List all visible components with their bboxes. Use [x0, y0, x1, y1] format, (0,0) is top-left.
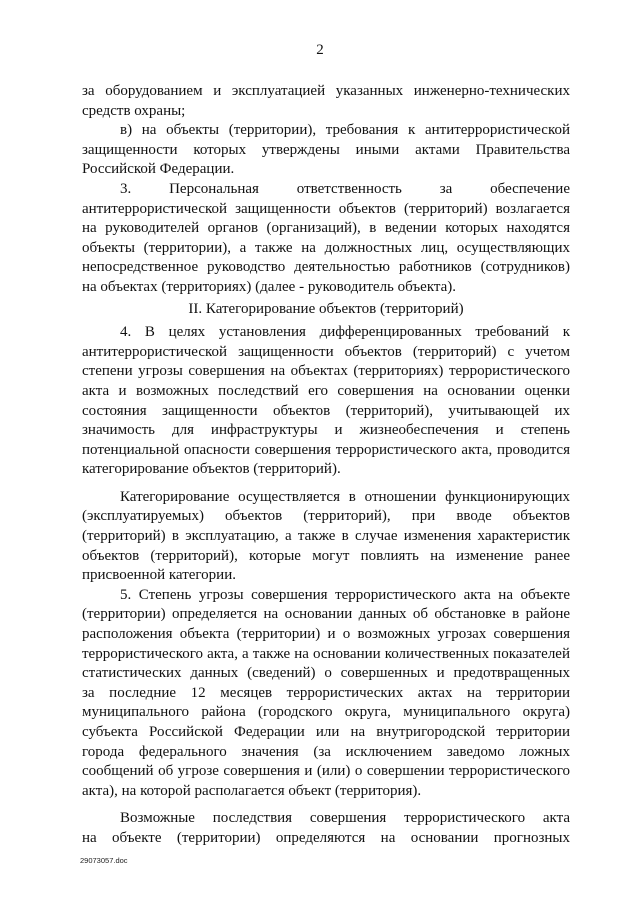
text-line: террористического акта, а также на основании количественных показателей	[82, 645, 570, 662]
section-heading: II. Категорирование объектов (территорий)	[188, 300, 464, 317]
text-line: категорирование объектов (территорий).	[82, 461, 341, 478]
text-line: антитеррористической защищенности объектов (территорий) возлагается	[82, 200, 570, 217]
text-line: значимость для инфраструктуры и жизнеобеспечения и степень	[82, 422, 570, 439]
text-line: на объекте (территории) определяются на основании прогнозных	[82, 829, 570, 846]
text-line: в) на объекты (территории), требования к антитеррористической	[120, 122, 570, 139]
text-line: Категорирование осуществляется в отношении функционирующих	[120, 488, 570, 505]
text-line: на объектах (территориях) (далее - руководитель объекта).	[82, 278, 457, 295]
text-line: присвоенной категории.	[82, 567, 236, 584]
text-line: антитеррористической защищенности объектов (территорий) с учетом	[82, 343, 570, 360]
text-line: Российской Федерации.	[82, 161, 235, 178]
text-line: (территории) определяется на основании данных об обстановке в районе	[82, 606, 570, 623]
text-line: муниципального района (городского округа, муниципального округа)	[82, 704, 570, 721]
text-line: степени угрозы совершения на объектах (территориях) террористического	[82, 363, 570, 380]
footer-file-code: 29073057.doc	[80, 856, 128, 865]
text-line: за последние 12 месяцев террористических актах на территории	[82, 684, 570, 701]
document-body	[82, 82, 570, 849]
text-line: потенциальной опасности совершения террористического акта, проводится	[82, 441, 570, 458]
text-line: акта и возможных последствий его совершения на основании оценки	[82, 382, 570, 399]
text-line: объектов (территорий), которые могут повлиять на изменение ранее	[82, 547, 570, 564]
text-line: субъекта Российской Федерации или на внутригородской территории	[82, 724, 570, 740]
text-line: средств охраны;	[82, 102, 186, 119]
text-line: 4. В целях установления дифференцированных требований к	[120, 324, 570, 341]
text-line: 5. Степень угрозы совершения террористического акта на объекте	[120, 586, 570, 603]
text-line: непосредственное руководство деятельностью работников (сотрудников)	[82, 259, 570, 276]
text-line: защищенности которых утверждены иными актами Правительства	[82, 141, 570, 158]
page-number: 2	[316, 42, 324, 58]
text-line: Возможные последствия совершения террористического акта	[120, 810, 570, 827]
text-line: сообщений об угрозе совершения и (или) о совершении террористического	[82, 763, 570, 780]
text-line: статистических данных (сведений) о совершенных и предотвращенных	[82, 665, 570, 682]
text-line: (эксплуатируемых) объектов (территорий), при вводе объектов	[82, 508, 570, 525]
text-line: объекты (территории), а также на должностных лиц, осуществляющих	[82, 239, 570, 256]
text-line: состояния защищенности объектов (территорий), учитывающей их	[82, 402, 570, 419]
text-line: на руководителей органов (организаций), в ведении которых находятся	[82, 220, 570, 237]
text-line: 3. Персональная ответственность за обеспечение	[120, 180, 570, 197]
text-line: расположения объекта (территории) и о возможных угрозах совершения	[82, 626, 570, 643]
text-line: города федерального значения (за исключением заведомо ложных	[82, 743, 570, 760]
text-line: акта), на которой располагается объект (территория).	[82, 782, 422, 799]
text-line: за оборудованием и эксплуатацией указанных инженерно-технических	[82, 83, 570, 99]
text-line: (территорий) в эксплуатацию, а также в случае изменения характеристик	[82, 528, 570, 545]
